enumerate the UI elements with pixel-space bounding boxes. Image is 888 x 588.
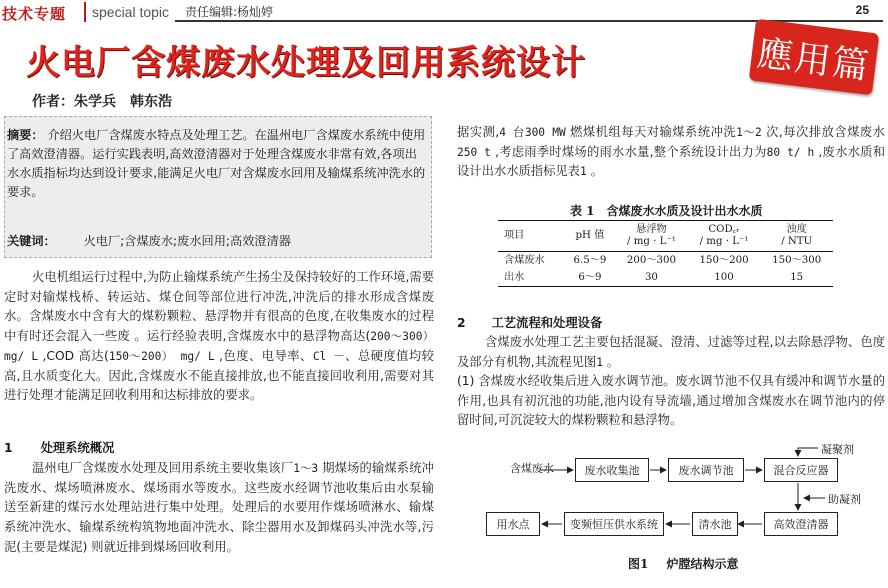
intro-value-cod: 150～200） mg/ L [108,349,215,363]
section-2-heading [457,313,602,331]
table-cell: 6.5～9 [573,255,607,266]
intro-value-ss: 200～300） mg/ L [4,330,434,363]
rtop-value-table-ref: 1 [579,165,587,179]
table-cell: 150～200 [699,255,749,266]
water-quality-table [498,220,833,287]
coagulant-label: 凝聚剂 [821,443,854,456]
page-header [0,0,888,26]
keywords-text: 火电厂;含煤废水;废水回用;高效澄清器 [83,234,291,248]
intro-value-cl: Cl － [312,349,345,363]
collection-tank-box: 废水收集池 [575,458,649,482]
table-header-cell: COD꜀ᵣ / mg · L⁻¹ [699,224,749,247]
section-1-number: 1 [4,441,13,455]
abstract-box [4,116,432,258]
rtop-value-times: 1～2 [736,126,762,139]
table-header-cell: 浊度 / NTU [781,224,813,247]
section-2-number: 2 [457,316,466,330]
rtop-value-volume: 250 t [457,145,491,159]
table-row [498,269,833,287]
table-header-cell: pH 值 [575,230,605,241]
arrow-coagulant [798,448,818,456]
table-cell: 出水 [504,272,525,283]
water-supply-system-box: 变频恒压供水系统 [564,512,664,536]
editor-bar [175,0,883,22]
rtop-text-2: 燃煤机组每天对输煤系统冲洗 [565,125,737,139]
flocculant-label: 助凝剂 [828,493,861,506]
editor-credit: 责任编辑:杨灿婷 [185,5,274,19]
table-cell: 100 [714,272,734,283]
abstract-label: 摘要： [7,128,44,142]
abstract [7,126,427,202]
article-title: 火电厂含煤废水处理及回用系统设计 [26,43,586,83]
page-number: 25 [855,3,869,17]
table-header-row [498,221,833,252]
figure-1-caption: 图1 炉膛结构示意 [628,557,739,571]
abstract-text: 介绍火电厂含煤废水特点及处理工艺。在温州电厂含煤废水系统中使用了高效澄清器。运行实践表明,高效澄清器对于处理含煤废水非常有效,各项出水水质指标均达到设计要求,能满足火电厂对含煤废水回用及输煤系统冲洗水的要求。 [7,128,426,199]
authors: 作者：朱学兵 韩东浩 [32,94,172,110]
section-2-item-1: (1) 含煤废水经收集后进入废水调节池。废水调节池不仅具有缓冲和调节水量的作用,也具有初沉池的功能,池内设有导流墙,通过增加含煤废水在调节池内的停留时间,可沉淀较大的煤粉颗粒和悬浮物。 [457,374,885,428]
sec1-value: 1～3 [293,462,319,475]
intro-text-1: 火电机组运行过程中,为防止输煤系统产生扬尘及保持较好的工作环境,需要定时对输煤栈桥、转运站、煤仓间等部位进行冲洗,冲洗后的排水形成含煤废水。含煤废水中含有大的煤粉颗粒、悬浮物并有很高的色度,在收集废水的过程中有时还会混入一些废 。运行经验表明,含煤废水中的悬浮物高达( [4,270,434,344]
rtop-text-5: ,废水水质和设计出水水质指标见表 [457,144,885,179]
keywords [7,232,291,249]
section-2-title: 工艺流程和处理设备 [491,316,603,330]
sec1-text-1: 温州电厂含煤废水处理及回用系统主要收集该厂 [32,461,294,475]
water-use-point-box: 用水点 [486,512,540,536]
table-cell: 含煤废水 [504,255,545,266]
rtop-value-units: 4 台300 MW [499,126,566,139]
sec1-text-2: 期煤场的输煤系统冲洗废水、煤场喷淋废水、煤场雨水等废水。这些废水经调节池收集后由水泵输送至新建的煤污水处理站进行集中处理。处理后的水要用作煤场喷淋水、输煤系统冲洗水、输煤系统构筑物地面冲洗水、除尘器用水及卸煤码头冲洗水等,污泥(主要是煤泥) 则就近排到煤场回收利用。 [4,461,434,554]
table-cell: 6～9 [578,272,602,283]
section-1-heading [4,438,114,456]
section-1-paragraph [4,459,434,558]
table-cell: 200～300 [626,255,676,266]
rtop-value-capacity: 80 t/ h [766,145,815,159]
section-label: 技术专题 [2,5,67,23]
sec2-text-2: 。 [602,354,620,369]
sec2-text-1: 含煤废水处理工艺主要包括混凝、澄清、过滤等过程,以去除悬浮物、色度及部分有机物,其流程见图 [457,335,885,369]
clear-water-tank-box: 清水池 [692,512,738,536]
intro-paragraph [4,268,434,406]
mixing-reactor-box: 混合反应器 [764,458,838,482]
sec2-fig-ref: 1 [596,355,603,369]
table-row [498,252,833,270]
section-2-paragraph [457,333,885,372]
intro-text-2: ,COD 高达( [38,348,109,363]
rtop-text-3: 次,每次排放含煤废水 [761,125,885,139]
table-1-title: 表 1 含煤废水水质及设计出水水质 [570,204,763,218]
table-cell: 15 [790,272,804,283]
table-header-cell: 悬浮物 / mg · L⁻¹ [627,224,676,247]
input-label: 含煤废水 [510,462,554,475]
table-header-cell: 项目 [504,230,525,241]
design-capacity-paragraph [457,123,885,182]
section-1-title: 处理系统概况 [40,441,115,455]
table-cell: 30 [644,272,658,283]
section-divider [84,2,86,22]
rtop-text-1: 据实测, [457,125,500,139]
intro-text-3: ,色度、电导率、 [214,348,313,363]
keywords-label: 关键词： [7,234,56,248]
table-cell: 150～300 [772,255,822,266]
rtop-text-6: 。 [586,164,603,179]
clarifier-box: 高效澄清器 [764,512,838,536]
application-stamp: 應用篇 [749,19,880,96]
rtop-text-4: ,考虑雨季时煤场的雨水水量,整个系统设计出力为 [490,144,767,159]
adjustment-tank-box: 废水调节池 [668,458,744,482]
section-label-en: special topic [92,4,170,20]
intro-text-4: 、总硬度值均较高,且水质变化大。因此,含煤废水不能直接排放,也不能直接回收利用,需要对其进行处理才能满足回收利用和达标排放的要求。 [4,348,434,403]
